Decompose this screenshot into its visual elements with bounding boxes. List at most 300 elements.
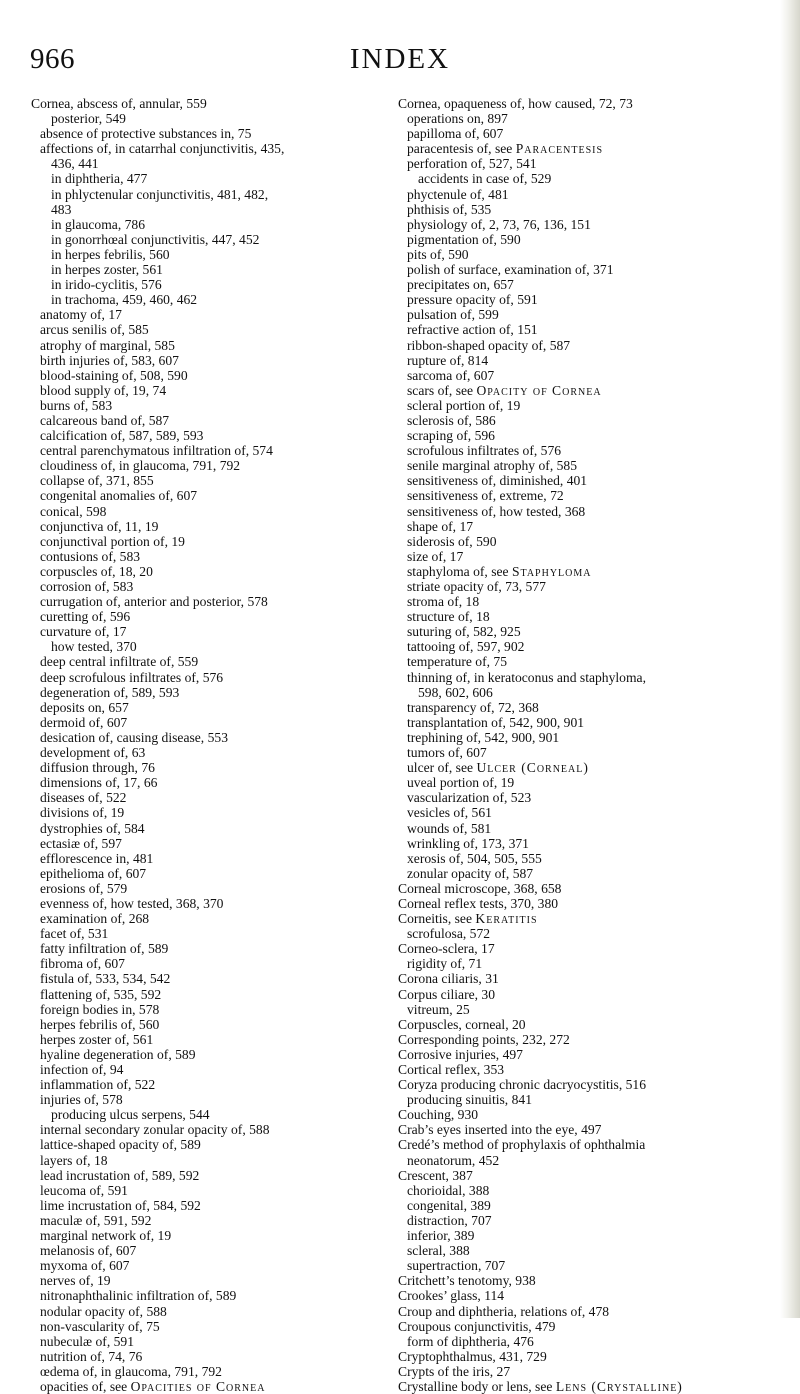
index-entry xyxy=(31,519,391,534)
entry-text: zonular opacity of, 587 xyxy=(407,865,534,881)
entry-text: Corneitis, see xyxy=(398,911,476,927)
index-entry xyxy=(31,534,391,549)
entry-text: Croup and diphtheria, relations of, 478 xyxy=(398,1303,610,1319)
entry-text: how tested, 370 xyxy=(51,639,137,655)
entry-text: precipitates on, 657 xyxy=(407,277,514,293)
index-entry xyxy=(31,790,391,805)
entry-text: chorioidal, 388 xyxy=(407,1182,490,1198)
index-entry xyxy=(398,1334,783,1349)
index-entry xyxy=(31,881,391,896)
entry-text: inflammation of, 522 xyxy=(40,1077,156,1093)
entry-text: atrophy of marginal, 585 xyxy=(40,337,175,353)
entry-text: contusions of, 583 xyxy=(40,548,141,564)
index-column-right xyxy=(398,96,783,1394)
entry-text: blood supply of, 19, 74 xyxy=(40,382,167,398)
entry-text: in herpes zoster, 561 xyxy=(51,262,163,278)
entry-text: shape of, 17 xyxy=(407,518,474,534)
entry-text: fibroma of, 607 xyxy=(40,956,125,972)
index-entry xyxy=(398,1107,783,1122)
index-entry xyxy=(398,911,783,926)
index-entry xyxy=(31,353,391,368)
index-entry xyxy=(31,836,391,851)
entry-text: ribbon-shaped opacity of, 587 xyxy=(407,337,571,353)
entry-text: pressure opacity of, 591 xyxy=(407,292,538,308)
entry-text: facet of, 531 xyxy=(40,926,109,942)
entry-text: scraping of, 596 xyxy=(407,428,495,444)
entry-text: scars of, see xyxy=(407,382,477,398)
entry-text: calcification of, 587, 589, 593 xyxy=(40,428,204,444)
index-entry xyxy=(31,1168,391,1183)
index-entry xyxy=(398,1062,783,1077)
index-entry xyxy=(398,1273,783,1288)
index-entry xyxy=(31,715,391,730)
index-entry xyxy=(398,277,783,292)
entry-text: paracentesis of, see xyxy=(407,141,516,157)
index-entry xyxy=(398,1032,783,1047)
entry-text: Cornea, abscess of, annular, 559 xyxy=(31,96,207,111)
index-entry xyxy=(31,639,391,654)
entry-text: form of diphtheria, 476 xyxy=(407,1333,534,1349)
entry-text: Corresponding points, 232, 272 xyxy=(398,1031,570,1047)
index-entry xyxy=(31,1107,391,1122)
entry-text: striate opacity of, 73, 577 xyxy=(407,579,546,594)
index-entry xyxy=(398,896,783,911)
entry-text: ulcer of, see xyxy=(407,760,477,776)
index-entry xyxy=(31,322,391,337)
entry-text: diseases of, 522 xyxy=(40,790,127,806)
index-entry xyxy=(398,187,783,202)
index-entry xyxy=(31,1213,391,1228)
index-entry xyxy=(31,549,391,564)
entry-text: diffusion through, 76 xyxy=(40,760,155,776)
index-entry xyxy=(31,1304,391,1319)
entry-text: vitreum, 25 xyxy=(407,1001,470,1017)
index-entry xyxy=(31,1349,391,1364)
index-entry xyxy=(398,549,783,564)
entry-text: maculæ of, 591, 592 xyxy=(40,1212,152,1228)
entry-text: vesicles of, 561 xyxy=(407,805,492,821)
index-entry xyxy=(31,398,391,413)
index-entry xyxy=(398,1258,783,1273)
entry-text: 436, 441 xyxy=(51,156,99,172)
index-entry xyxy=(398,1002,783,1017)
entry-text: 483 xyxy=(51,201,72,217)
entry-text: uveal portion of, 19 xyxy=(407,775,515,791)
entry-text: dystrophies of, 584 xyxy=(40,820,145,836)
entry-text: phthisis of, 535 xyxy=(407,201,492,217)
index-entry xyxy=(398,700,783,715)
index-entry xyxy=(31,156,391,171)
index-entry xyxy=(398,624,783,639)
index-entry xyxy=(398,579,783,594)
index-entry xyxy=(398,353,783,368)
entry-text: dermoid of, 607 xyxy=(40,714,128,730)
index-entry xyxy=(398,534,783,549)
entry-text: currugation of, anterior and posterior, 578 xyxy=(40,594,268,610)
entry-text: nubeculæ of, 591 xyxy=(40,1333,135,1349)
entry-text: in herpes febrilis, 560 xyxy=(51,246,170,262)
index-entry xyxy=(398,881,783,896)
cross-reference: Ulcer (Corneal) xyxy=(476,760,589,776)
entry-text: Couching, 930 xyxy=(398,1107,479,1123)
entry-text: infection of, 94 xyxy=(40,1062,124,1077)
index-entry xyxy=(31,1288,391,1303)
index-entry xyxy=(398,821,783,836)
index-entry xyxy=(398,609,783,624)
entry-text: senile marginal atrophy of, 585 xyxy=(407,458,578,474)
index-entry xyxy=(31,1258,391,1273)
index-entry xyxy=(398,141,783,156)
index-column-left xyxy=(31,96,391,1394)
index-entry xyxy=(31,1092,391,1107)
entry-text: deep central infiltrate of, 559 xyxy=(40,654,199,670)
entry-text: wounds of, 581 xyxy=(407,820,492,836)
index-entry xyxy=(398,745,783,760)
entry-text: Cortical reflex, 353 xyxy=(398,1062,505,1077)
entry-text: structure of, 18 xyxy=(407,609,490,625)
entry-text: thinning of, in keratoconus and staphyloma, xyxy=(407,669,646,685)
entry-text: collapse of, 371, 855 xyxy=(40,473,154,489)
entry-text: xerosis of, 504, 505, 555 xyxy=(407,850,542,866)
entry-text: affections of, in catarrhal conjunctivitis, 435, xyxy=(40,141,285,157)
entry-text: ectasiæ of, 597 xyxy=(40,835,122,851)
entry-text: conical, 598 xyxy=(40,503,107,519)
entry-text: degeneration of, 589, 593 xyxy=(40,684,180,700)
index-entry xyxy=(31,262,391,277)
entry-text: Corrosive injuries, 497 xyxy=(398,1046,523,1062)
index-entry xyxy=(398,338,783,353)
entry-text: fatty infiltration of, 589 xyxy=(40,941,169,957)
cross-reference: Staphyloma xyxy=(511,563,592,579)
index-entry xyxy=(398,232,783,247)
entry-text: erosions of, 579 xyxy=(40,880,128,896)
index-entry xyxy=(398,594,783,609)
index-entry xyxy=(398,1364,783,1379)
entry-text: producing sinuitis, 841 xyxy=(407,1092,532,1108)
entry-text: hyaline degeneration of, 589 xyxy=(40,1046,196,1062)
entry-text: Coryza producing chronic dacryocystitis, 516 xyxy=(398,1077,647,1093)
index-entry xyxy=(31,187,391,202)
index-entry xyxy=(398,941,783,956)
entry-text: leucoma of, 591 xyxy=(40,1182,128,1198)
entry-text: examination of, 268 xyxy=(40,911,150,927)
index-entry xyxy=(31,171,391,186)
entry-text: polish of surface, examination of, 371 xyxy=(407,262,614,278)
entry-text: pits of, 590 xyxy=(407,246,469,262)
entry-text: melanosis of, 607 xyxy=(40,1243,137,1259)
index-entry xyxy=(31,941,391,956)
entry-text: sarcoma of, 607 xyxy=(407,367,495,383)
entry-text: scleral portion of, 19 xyxy=(407,397,521,413)
index-entry xyxy=(31,821,391,836)
index-entry xyxy=(31,1319,391,1334)
index-entry xyxy=(31,866,391,881)
entry-text: rigidity of, 71 xyxy=(407,956,483,972)
index-entry xyxy=(398,1137,783,1152)
index-entry xyxy=(31,247,391,262)
index-entry xyxy=(398,368,783,383)
entry-text: conjunctiva of, 11, 19 xyxy=(40,518,159,534)
entry-text: accidents in case of, 529 xyxy=(418,171,552,187)
entry-text: blood-staining of, 508, 590 xyxy=(40,367,188,383)
index-entry xyxy=(398,398,783,413)
index-entry xyxy=(398,126,783,141)
entry-text: vascularization of, 523 xyxy=(407,790,532,806)
entry-text: in diphtheria, 477 xyxy=(51,171,148,187)
index-entry xyxy=(31,654,391,669)
entry-text: Corneo-sclera, 17 xyxy=(398,941,495,957)
entry-text: in gonorrhœal conjunctivitis, 447, 452 xyxy=(51,231,260,247)
entry-text: development of, 63 xyxy=(40,745,146,761)
entry-text: lead incrustation of, 589, 592 xyxy=(40,1167,200,1183)
index-entry xyxy=(31,307,391,322)
entry-text: Corpus ciliare, 30 xyxy=(398,986,496,1002)
entry-text: Corona ciliaris, 31 xyxy=(398,971,499,987)
index-entry xyxy=(398,307,783,322)
index-entry xyxy=(31,730,391,745)
entry-text: layers of, 18 xyxy=(40,1152,108,1168)
entry-text: supertraction, 707 xyxy=(407,1258,506,1274)
entry-text: birth injuries of, 583, 607 xyxy=(40,352,179,368)
index-entry xyxy=(31,292,391,307)
index-entry xyxy=(398,760,783,775)
page-number: 966 xyxy=(30,43,75,75)
index-entry xyxy=(398,413,783,428)
entry-text: siderosis of, 590 xyxy=(407,533,497,549)
entry-text: neonatorum, 452 xyxy=(407,1152,500,1168)
entry-text: evenness of, how tested, 368, 370 xyxy=(40,895,224,911)
entry-text: cloudiness of, in glaucoma, 791, 792 xyxy=(40,458,241,474)
entry-text: sensitiveness of, how tested, 368 xyxy=(407,503,586,519)
index-entry xyxy=(31,458,391,473)
entry-text: conjunctival portion of, 19 xyxy=(40,533,185,549)
entry-text: arcus senilis of, 585 xyxy=(40,322,149,338)
entry-text: divisions of, 19 xyxy=(40,805,125,821)
index-entry xyxy=(31,700,391,715)
entry-text: Croupous conjunctivitis, 479 xyxy=(398,1318,556,1334)
entry-text: absence of protective substances in, 75 xyxy=(40,126,252,142)
entry-text: Corneal microscope, 368, 658 xyxy=(398,880,562,896)
index-entry xyxy=(398,383,783,398)
entry-text: sensitiveness of, diminished, 401 xyxy=(407,473,588,489)
index-entry xyxy=(31,413,391,428)
entry-text: operations on, 897 xyxy=(407,111,508,127)
entry-text: herpes febrilis of, 560 xyxy=(40,1016,160,1032)
index-entry xyxy=(398,458,783,473)
entry-text: corpuscles of, 18, 20 xyxy=(40,563,153,579)
entry-text: Crypts of the iris, 27 xyxy=(398,1363,511,1379)
entry-text: Crescent, 387 xyxy=(398,1167,473,1183)
index-entry xyxy=(398,96,783,111)
entry-text: producing ulcus serpens, 544 xyxy=(51,1107,210,1123)
index-entry xyxy=(398,1243,783,1258)
index-entry xyxy=(398,1168,783,1183)
index-entry xyxy=(31,609,391,624)
index-entry xyxy=(398,202,783,217)
index-entry xyxy=(398,775,783,790)
index-entry xyxy=(31,141,391,156)
index-entry xyxy=(31,971,391,986)
index-entry xyxy=(398,247,783,262)
index-entry xyxy=(398,790,783,805)
index-entry xyxy=(398,654,783,669)
index-entry xyxy=(31,1228,391,1243)
entry-text: in irido-cyclitis, 576 xyxy=(51,277,162,293)
index-entry xyxy=(398,519,783,534)
index-entry xyxy=(31,987,391,1002)
entry-text: myxoma of, 607 xyxy=(40,1258,130,1274)
index-entry xyxy=(31,1273,391,1288)
entry-text: curvature of, 17 xyxy=(40,624,127,640)
entry-text: 598, 602, 606 xyxy=(418,684,493,700)
entry-text: stroma of, 18 xyxy=(407,594,480,610)
entry-text: rupture of, 814 xyxy=(407,352,489,368)
entry-text: pigmentation of, 590 xyxy=(407,231,521,247)
index-entry xyxy=(398,639,783,654)
entry-text: dimensions of, 17, 66 xyxy=(40,775,158,791)
entry-text: refractive action of, 151 xyxy=(407,322,538,338)
index-entry xyxy=(31,473,391,488)
entry-text: fistula of, 533, 534, 542 xyxy=(40,971,171,987)
entry-text: size of, 17 xyxy=(407,548,464,564)
index-entry xyxy=(31,202,391,217)
entry-text: perforation of, 527, 541 xyxy=(407,156,537,172)
entry-text: opacities of, see xyxy=(40,1378,131,1394)
entry-text: sclerosis of, 586 xyxy=(407,412,496,428)
index-entry xyxy=(31,1334,391,1349)
entry-text: scleral, 388 xyxy=(407,1243,470,1259)
index-entry xyxy=(31,775,391,790)
index-entry xyxy=(31,760,391,775)
index-entry xyxy=(31,277,391,292)
entry-text: in glaucoma, 786 xyxy=(51,216,146,232)
index-entry xyxy=(31,685,391,700)
index-entry xyxy=(31,745,391,760)
entry-text: tattooing of, 597, 902 xyxy=(407,639,525,655)
index-entry xyxy=(31,1047,391,1062)
index-entry xyxy=(398,1349,783,1364)
index-entry xyxy=(398,670,783,685)
index-entry xyxy=(31,443,391,458)
entry-text: central parenchymatous infiltration of, 574 xyxy=(40,443,273,459)
index-entry xyxy=(398,1122,783,1137)
cross-reference: Opacities of Cornea xyxy=(130,1378,266,1394)
index-entry xyxy=(398,1183,783,1198)
entry-text: posterior, 549 xyxy=(51,111,126,127)
entry-text: suturing of, 582, 925 xyxy=(407,624,521,640)
entry-text: nodular opacity of, 588 xyxy=(40,1303,167,1319)
entry-text: staphyloma of, see xyxy=(407,563,512,579)
index-entry xyxy=(398,1288,783,1303)
entry-text: nitronaphthalinic infiltration of, 589 xyxy=(40,1288,237,1304)
entry-text: temperature of, 75 xyxy=(407,654,508,670)
index-entry xyxy=(398,292,783,307)
entry-text: herpes zoster of, 561 xyxy=(40,1031,154,1047)
entry-text: internal secondary zonular opacity of, 588 xyxy=(40,1122,270,1138)
index-entry xyxy=(398,836,783,851)
cross-reference: Opacity of Cornea xyxy=(476,382,602,398)
entry-text: in trachoma, 459, 460, 462 xyxy=(51,292,198,308)
index-entry xyxy=(31,428,391,443)
index-entry xyxy=(31,564,391,579)
index-entry xyxy=(398,1379,783,1394)
entry-text: phyctenule of, 481 xyxy=(407,186,509,202)
entry-text: lattice-shaped opacity of, 589 xyxy=(40,1137,201,1153)
entry-text: in phlyctenular conjunctivitis, 481, 482, xyxy=(51,186,269,202)
index-entry xyxy=(398,322,783,337)
index-entry xyxy=(31,670,391,685)
index-entry xyxy=(398,111,783,126)
index-entry xyxy=(31,1032,391,1047)
entry-text: injuries of, 578 xyxy=(40,1092,123,1108)
page-edge-shadow xyxy=(780,0,800,1318)
entry-text: tumors of, 607 xyxy=(407,745,487,761)
entry-text: scrofulous infiltrates of, 576 xyxy=(407,443,562,459)
index-entry xyxy=(31,896,391,911)
index-entry xyxy=(398,1198,783,1213)
index-entry xyxy=(31,805,391,820)
entry-text: Crab’s eyes inserted into the eye, 497 xyxy=(398,1122,602,1138)
index-entry xyxy=(398,851,783,866)
index-entry xyxy=(398,1319,783,1334)
index-entry xyxy=(398,956,783,971)
entry-text: epithelioma of, 607 xyxy=(40,865,147,881)
index-entry xyxy=(398,1047,783,1062)
index-entry xyxy=(398,1017,783,1032)
entry-text: marginal network of, 19 xyxy=(40,1228,172,1244)
cross-reference: Lens (Crystalline) xyxy=(555,1378,683,1394)
entry-text: transplantation of, 542, 900, 901 xyxy=(407,714,585,730)
entry-text: sensitiveness of, extreme, 72 xyxy=(407,488,564,504)
entry-text: Critchett’s tenotomy, 938 xyxy=(398,1273,536,1289)
entry-text: Corneal reflex tests, 370, 380 xyxy=(398,895,559,911)
entry-text: Credé’s method of prophylaxis of ophthalmia xyxy=(398,1137,646,1153)
index-entry xyxy=(398,473,783,488)
entry-text: deposits on, 657 xyxy=(40,699,129,715)
entry-text: Cryptophthalmus, 431, 729 xyxy=(398,1348,547,1364)
index-entry xyxy=(398,171,783,186)
entry-text: lime incrustation of, 584, 592 xyxy=(40,1197,201,1213)
page-header xyxy=(0,43,800,83)
index-entry xyxy=(31,111,391,126)
index-entry xyxy=(31,96,391,111)
entry-text: trephining of, 542, 900, 901 xyxy=(407,729,560,745)
entry-text: Corpuscles, corneal, 20 xyxy=(398,1016,526,1032)
index-entry xyxy=(398,488,783,503)
entry-text: physiology of, 2, 73, 76, 136, 151 xyxy=(407,216,591,232)
index-entry xyxy=(398,926,783,941)
index-entry xyxy=(398,730,783,745)
index-entry xyxy=(31,579,391,594)
index-entry xyxy=(398,217,783,232)
entry-text: œdema of, in glaucoma, 791, 792 xyxy=(40,1363,222,1379)
index-entry xyxy=(31,1243,391,1258)
entry-text: scrofulosa, 572 xyxy=(407,926,491,942)
entry-text: transparency of, 72, 368 xyxy=(407,699,539,715)
entry-text: calcareous band of, 587 xyxy=(40,412,170,428)
index-entry xyxy=(398,685,783,700)
index-entry xyxy=(31,851,391,866)
entry-text: congenital, 389 xyxy=(407,1197,491,1213)
index-entry xyxy=(398,1092,783,1107)
index-entry xyxy=(398,866,783,881)
index-entry xyxy=(398,1153,783,1168)
index-entry xyxy=(31,1183,391,1198)
index-entry xyxy=(31,956,391,971)
index-entry xyxy=(31,217,391,232)
entry-text: distraction, 707 xyxy=(407,1212,492,1228)
entry-text: papilloma of, 607 xyxy=(407,126,504,142)
